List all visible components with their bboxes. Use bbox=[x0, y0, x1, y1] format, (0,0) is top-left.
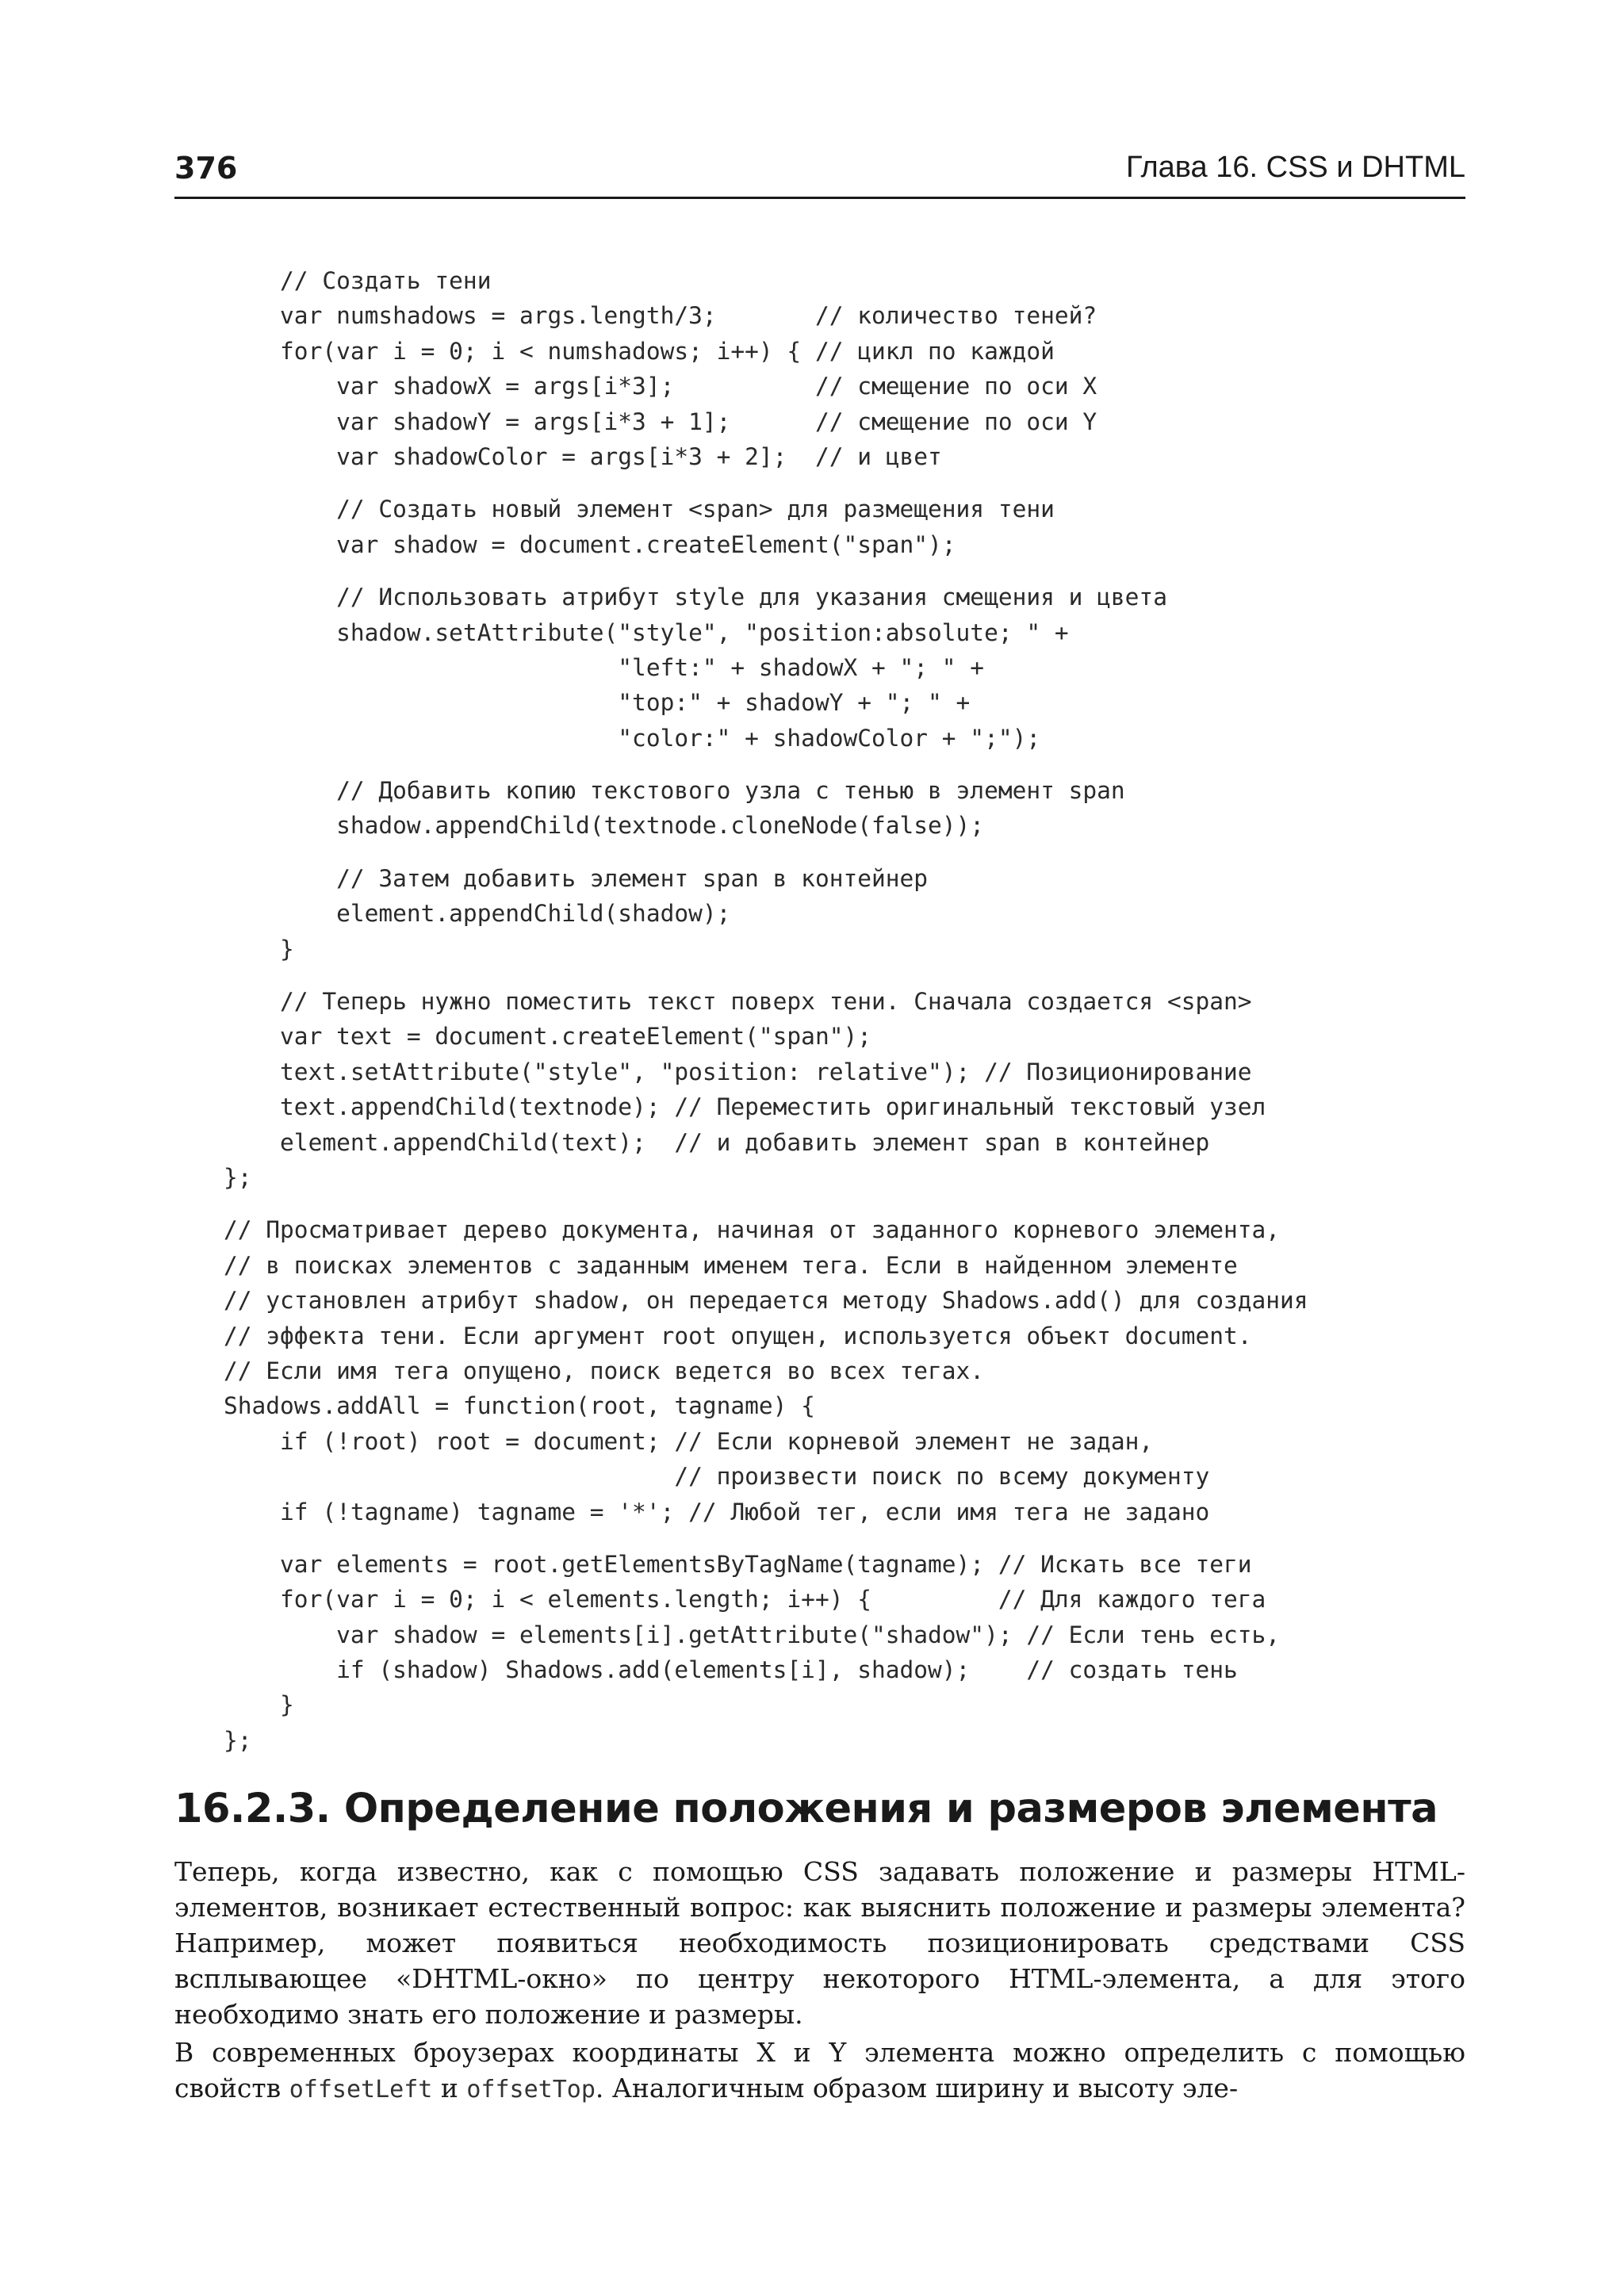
code-line: }; bbox=[224, 1726, 252, 1754]
code-line: "left:" + shadowX + "; " + bbox=[224, 653, 985, 681]
code-blank-line bbox=[224, 1195, 1308, 1212]
body-paragraph-1: Теперь, когда известно, как с помощью CSS задавать положение и размеры HTML-элементов, возникает естественный вопрос: как выяснить положение и размеры элемента? Например, может появиться необходимость позиционировать средствами CSS всплывающее «DHTML-окно» по центру некоторого HTML-элемента, а для этого необходимо знать его положение и размеры. bbox=[174, 1856, 1465, 2030]
code-line: element.appendChild(shadow); bbox=[224, 900, 731, 928]
code-line: }; bbox=[224, 1163, 252, 1191]
code-listing bbox=[224, 263, 1308, 1758]
paragraph-text: В современных броузерах координаты X и Y элемента можно определить с помощью свойств bbox=[174, 2037, 1465, 2104]
code-line: var elements = root.getElementsByTagName(tagname); // Искать все теги bbox=[224, 1550, 1252, 1578]
code-blank-line bbox=[224, 756, 1308, 773]
code-line: // Добавить копию текстового узла с тенью в элемент span bbox=[224, 777, 1125, 805]
paragraph-text: и bbox=[432, 2073, 467, 2104]
code-line: // Использовать атрибут style для указания смещения и цвета bbox=[224, 584, 1167, 611]
page-header bbox=[174, 147, 1465, 199]
code-blank-line bbox=[224, 967, 1308, 984]
code-line: element.appendChild(text); // и добавить элемент span в контейнер bbox=[224, 1128, 1210, 1156]
code-line: if (!tagname) tagname = '*'; // Любой тег, если имя тега не задано bbox=[224, 1498, 1210, 1525]
code-line: var shadow = document.createElement("span"); bbox=[224, 530, 956, 558]
code-line: // Создать новый элемент <span> для размещения тени bbox=[224, 496, 1055, 523]
code-line: // эффекта тени. Если аргумент root опущен, используется объект document. bbox=[224, 1322, 1252, 1349]
code-blank-line bbox=[224, 1529, 1308, 1547]
code-line: for(var i = 0; i < elements.length; i++) { // Для каждого тега bbox=[224, 1586, 1266, 1614]
code-line: // произвести поиск по всему документу bbox=[224, 1463, 1210, 1491]
code-line: // Просматривает дерево документа, начиная от заданного корневого элемента, bbox=[224, 1216, 1281, 1244]
code-line: var shadowColor = args[i*3 + 2]; // и цвет bbox=[224, 442, 942, 470]
code-line: text.setAttribute("style", "position: relative"); // Позиционирование bbox=[224, 1058, 1252, 1085]
code-line: if (shadow) Shadows.add(elements[i], shadow); // создать тень bbox=[224, 1656, 1238, 1684]
inline-code-offsettop: offsetTop bbox=[466, 2076, 596, 2104]
code-line: var numshadows = args.length/3; // количество теней? bbox=[224, 302, 1097, 330]
code-line: // Затем добавить элемент span в контейнер bbox=[224, 864, 929, 892]
code-line: text.appendChild(textnode); // Переместить оригинальный текстовый узел bbox=[224, 1093, 1266, 1121]
code-line: shadow.setAttribute("style", "position:absolute; " + bbox=[224, 618, 1069, 646]
code-blank-line bbox=[224, 844, 1308, 861]
section-title: 16.2.3. Определение положения и размеров элемента bbox=[174, 1786, 1438, 1832]
code-line: var shadowY = args[i*3 + 1]; // смещение по оси Y bbox=[224, 408, 1097, 435]
code-line: for(var i = 0; i < numshadows; i++) { // цикл по каждой bbox=[224, 337, 1055, 365]
code-line: shadow.appendChild(textnode.cloneNode(false)); bbox=[224, 812, 985, 840]
code-line: var shadowX = args[i*3]; // смещение по оси X bbox=[224, 373, 1097, 400]
code-blank-line bbox=[224, 474, 1308, 492]
body-paragraph-2 bbox=[174, 2035, 1465, 2107]
code-line: // Теперь нужно поместить текст поверх тени. Сначала создается <span> bbox=[224, 988, 1252, 1016]
paragraph-text: . Аналогичным образом ширину и высоту эле- bbox=[595, 2073, 1239, 2104]
code-line: // установлен атрибут shadow, он передается методу Shadows.add() для создания bbox=[224, 1287, 1308, 1315]
code-line: // Создать тени bbox=[224, 267, 492, 294]
code-line: var text = document.createElement("span"); bbox=[224, 1023, 871, 1051]
code-line: "color:" + shadowColor + ";"); bbox=[224, 724, 1041, 752]
code-line: // Если имя тега опущено, поиск ведется во всех тегах. bbox=[224, 1357, 985, 1384]
code-line: Shadows.addAll = function(root, tagname) { bbox=[224, 1392, 815, 1420]
code-line: "top:" + shadowY + "; " + bbox=[224, 689, 971, 717]
code-line: if (!root) root = document; // Если корневой элемент не задан, bbox=[224, 1427, 1154, 1455]
code-line: var shadow = elements[i].getAttribute("shadow"); // Если тень есть, bbox=[224, 1621, 1281, 1648]
code-blank-line bbox=[224, 562, 1308, 580]
page-number: 376 bbox=[174, 151, 238, 186]
code-line: } bbox=[224, 935, 294, 963]
code-line: // в поисках элементов с заданным именем тега. Если в найденном элементе bbox=[224, 1251, 1238, 1279]
inline-code-offsetleft: offsetLeft bbox=[289, 2076, 433, 2104]
running-head: Глава 16. CSS и DHTML bbox=[1126, 151, 1465, 184]
code-line: } bbox=[224, 1691, 294, 1719]
